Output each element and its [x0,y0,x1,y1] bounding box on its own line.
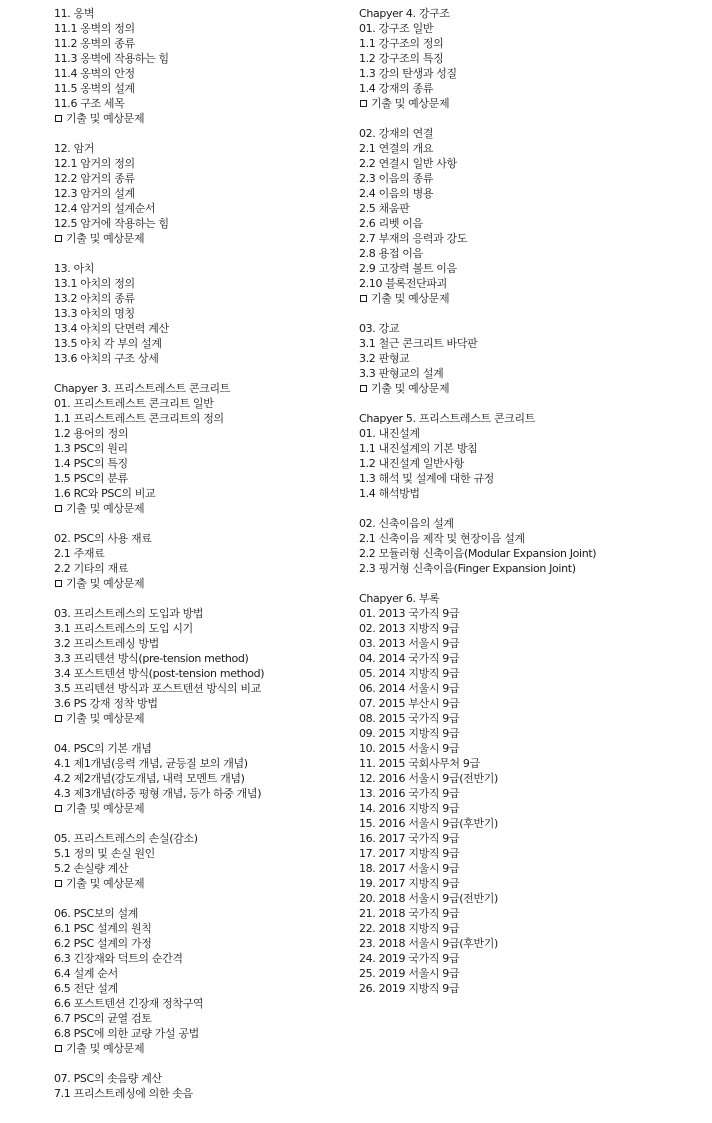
toc-entry: 2.6 리벳 이음 [359,217,423,230]
toc-entry: 12.3 암거의 설계 [54,187,135,200]
exercise-label: 기출 및 예상문제 [371,382,450,395]
toc-entry: 1.4 PSC의 특징 [54,457,128,470]
toc-entry: 08. 2015 국가직 9급 [359,712,460,725]
toc-entry: 11.1 옹벽의 정의 [54,22,135,35]
toc-entry: 2.9 고장력 볼트 이음 [359,262,457,275]
toc-entry: 09. 2015 지방직 9급 [359,727,460,740]
exercise-item [54,1041,350,1056]
toc-entry: 7.1 프리스트레싱에 의한 솟음 [54,1087,193,1100]
toc-entry: 13. 2016 국가직 9급 [359,787,460,800]
checkbox-icon [55,805,62,812]
toc-entry: 18. 2017 서울시 9급 [359,862,460,875]
toc-entry: 2.1 연결의 개요 [359,142,434,155]
toc-entry: 1.2 용어의 정의 [54,427,129,440]
toc-entry: 06. 2014 서울시 9급 [359,682,460,695]
toc-entry: 21. 2018 국가직 9급 [359,907,460,920]
section-heading: 11. 옹벽 [54,7,95,20]
toc-entry: 13.3 아치의 명칭 [54,307,135,320]
checkbox-icon [55,115,62,122]
toc-entry: 13.2 아치의 종류 [54,292,135,305]
toc-entry: 03. 2013 서울시 9급 [359,637,460,650]
section-heading: 02. 강재의 연결 [359,127,434,140]
toc-entry: 11.2 옹벽의 종류 [54,37,135,50]
toc-entry: 11.3 옹벽에 작용하는 힘 [54,52,169,65]
toc-entry: 6.1 PSC 설계의 원칙 [54,922,152,935]
exercise-item [54,231,350,246]
toc-entry: 2.2 연결시 일반 사항 [359,157,457,170]
toc-entry: 25. 2019 서울시 9급 [359,967,460,980]
toc-entry: 6.4 설계 순서 [54,967,118,980]
toc-entry: 12.1 암거의 정의 [54,157,135,170]
exercise-item [54,876,350,891]
section-heading: 04. PSC의 기본 개념 [54,742,152,755]
toc-entry: 2.10 블록전단파괴 [359,277,447,290]
toc-entry: 1.3 PSC의 원리 [54,442,128,455]
toc-entry: 1.1 프리스트레스트 콘크리트의 정의 [54,412,224,425]
toc-section [359,516,704,576]
toc-entry: 1.5 PSC의 분류 [54,472,128,485]
toc-entry: 22. 2018 지방직 9급 [359,922,460,935]
toc-entry: 4.3 제3개념(하중 평형 개념, 등가 하중 개념) [54,787,262,800]
exercise-item [54,801,350,816]
toc-entry: 11. 2015 국회사무처 9급 [359,757,480,770]
toc-entry: 11.6 구조 세목 [54,97,125,110]
exercise-item [359,96,704,111]
toc-entry: 01. 2013 국가직 9급 [359,607,460,620]
toc-entry: 5.1 정의 및 손실 원인 [54,847,155,860]
toc-entry: 3.6 PS 강재 정착 방법 [54,697,158,710]
toc-entry: 5.2 손실량 계산 [54,862,129,875]
section-heading: 03. 프리스트레스의 도입과 방법 [54,607,204,620]
exercise-label: 기출 및 예상문제 [66,802,145,815]
exercise-item [54,111,350,126]
toc-entry: 14. 2016 지방직 9급 [359,802,460,815]
section-heading: Chapyer 3. 프리스트레스트 콘크리트 [54,382,230,395]
toc-section [54,1071,350,1101]
toc-section [359,411,704,501]
toc-entry: 2.3 이음의 종류 [359,172,434,185]
toc-entry: 6.2 PSC 설계의 가정 [54,937,152,950]
toc-entry: 11.4 옹벽의 안정 [54,67,135,80]
toc-entry: 1.2 내진설계 일반사항 [359,457,464,470]
toc-entry: 3.1 철근 콘크리트 바닥판 [359,337,478,350]
toc-entry: 12.5 암거에 작용하는 힘 [54,217,169,230]
toc-entry: 01. 내진설계 [359,427,420,440]
toc-entry: 07. 2015 부산시 9급 [359,697,460,710]
toc-section [54,381,350,516]
toc-section [359,591,704,996]
toc-entry: 1.6 RC와 PSC의 비교 [54,487,156,500]
toc-entry: 3.3 프리텐션 방식(pre-tension method) [54,652,249,665]
section-heading: 03. 강교 [359,322,400,335]
toc-entry: 02. 2013 지방직 9급 [359,622,460,635]
exercise-label: 기출 및 예상문제 [66,877,145,890]
section-heading: 07. PSC의 솟음량 계산 [54,1072,162,1085]
toc-entry: 20. 2018 서울시 9급(전반기) [359,892,498,905]
toc-entry: 19. 2017 지방직 9급 [359,877,460,890]
checkbox-icon [360,385,367,392]
section-heading: 12. 암거 [54,142,95,155]
exercise-label: 기출 및 예상문제 [371,97,450,110]
toc-entry: 2.5 채움판 [359,202,410,215]
toc-entry: 4.2 제2개념(강도개념, 내력 모멘트 개념) [54,772,245,785]
toc-entry: 01. 프리스트레스트 콘크리트 일반 [54,397,214,410]
exercise-item [54,576,350,591]
toc-entry: 11.5 옹벽의 설계 [54,82,135,95]
section-heading: 02. PSC의 사용 재료 [54,532,152,545]
toc-column-right [359,6,704,1011]
section-heading: Chapyer 4. 강구조 [359,7,450,20]
toc-section [54,531,350,591]
toc-entry: 3.5 프리텐션 방식과 포스트텐션 방식의 비교 [54,682,261,695]
exercise-item [359,291,704,306]
toc-entry: 1.3 해석 및 설계에 대한 규정 [359,472,494,485]
toc-entry: 13.1 아치의 정의 [54,277,135,290]
toc-entry: 6.6 포스트텐션 긴장재 정착구역 [54,997,204,1010]
toc-section [359,6,704,111]
exercise-item [54,501,350,516]
toc-section [54,261,350,366]
toc-section [54,141,350,246]
toc-entry: 05. 2014 지방직 9급 [359,667,460,680]
toc-section [54,606,350,726]
toc-entry: 15. 2016 서울시 9급(후반기) [359,817,498,830]
toc-entry: 2.1 신축이음 제작 및 현장이음 설계 [359,532,525,545]
toc-entry: 4.1 제1개념(응력 개념, 균등질 보의 개념) [54,757,248,770]
toc-section [54,831,350,891]
checkbox-icon [360,295,367,302]
checkbox-icon [55,505,62,512]
exercise-label: 기출 및 예상문제 [66,232,145,245]
toc-entry: 17. 2017 지방직 9급 [359,847,460,860]
toc-entry: 1.4 해석방법 [359,487,420,500]
exercise-item [54,711,350,726]
toc-section [359,126,704,306]
toc-section [359,321,704,396]
toc-entry: 12.4 암거의 설계순서 [54,202,156,215]
toc-entry: 3.1 프리스트레스의 도입 시기 [54,622,193,635]
toc-entry: 3.2 판형교 [359,352,410,365]
toc-entry: 2.2 기타의 재료 [54,562,129,575]
exercise-label: 기출 및 예상문제 [66,502,145,515]
toc-entry: 2.8 용접 이음 [359,247,423,260]
checkbox-icon [55,880,62,887]
checkbox-icon [360,100,367,107]
section-heading: 06. PSC보의 설계 [54,907,139,920]
toc-entry: 2.7 부재의 응력과 강도 [359,232,468,245]
toc-section [54,6,350,126]
toc-entry: 24. 2019 국가직 9급 [359,952,460,965]
toc-entry: 1.3 강의 탄생과 성질 [359,67,457,80]
toc-entry: 23. 2018 서울시 9급(후반기) [359,937,498,950]
toc-entry: 6.5 전단 설계 [54,982,118,995]
checkbox-icon [55,235,62,242]
toc-entry: 16. 2017 국가직 9급 [359,832,460,845]
toc-section [54,741,350,816]
toc-column-left [54,6,350,1116]
toc-entry: 1.1 내진설계의 기본 방침 [359,442,478,455]
exercise-label: 기출 및 예상문제 [66,712,145,725]
toc-entry: 13.6 아치의 구조 상세 [54,352,159,365]
toc-entry: 6.3 긴장재와 덕트의 순간격 [54,952,183,965]
toc-entry: 12.2 암거의 종류 [54,172,135,185]
toc-entry: 6.8 PSC에 의한 교량 가설 공법 [54,1027,199,1040]
toc-section [54,906,350,1056]
toc-entry: 2.2 모듈러형 신축이음(Modular Expansion Joint) [359,547,597,560]
exercise-label: 기출 및 예상문제 [66,1042,145,1055]
section-heading: 13. 아치 [54,262,95,275]
toc-entry: 2.4 이음의 병용 [359,187,434,200]
toc-entry: 04. 2014 국가직 9급 [359,652,460,665]
checkbox-icon [55,1045,62,1052]
toc-entry: 6.7 PSC의 균열 검토 [54,1012,152,1025]
section-heading: 02. 신축이음의 설계 [359,517,454,530]
exercise-label: 기출 및 예상문제 [66,112,145,125]
exercise-item [359,381,704,396]
toc-entry: 3.2 프리스트레싱 방법 [54,637,159,650]
exercise-label: 기출 및 예상문제 [371,292,450,305]
toc-entry: 3.4 포스트텐션 방식(post-tension method) [54,667,265,680]
toc-entry: 26. 2019 지방직 9급 [359,982,460,995]
toc-entry: 12. 2016 서울시 9급(전반기) [359,772,498,785]
toc-entry: 13.4 아치의 단면력 계산 [54,322,169,335]
section-heading: 05. 프리스트레스의 손실(감소) [54,832,198,845]
section-heading: Chapyer 6. 부록 [359,592,440,605]
toc-entry: 2.1 주재료 [54,547,105,560]
checkbox-icon [55,580,62,587]
toc-entry: 3.3 판형교의 설계 [359,367,444,380]
checkbox-icon [55,715,62,722]
toc-entry: 1.4 강재의 종류 [359,82,434,95]
section-heading: Chapyer 5. 프리스트레스트 콘크리트 [359,412,535,425]
toc-entry: 10. 2015 서울시 9급 [359,742,460,755]
toc-entry: 2.3 핑거형 신축이음(Finger Expansion Joint) [359,562,576,575]
toc-entry: 13.5 아치 각 부의 설계 [54,337,162,350]
toc-entry: 1.2 강구조의 특징 [359,52,444,65]
exercise-label: 기출 및 예상문제 [66,577,145,590]
toc-entry: 01. 강구조 일반 [359,22,434,35]
toc-entry: 1.1 강구조의 정의 [359,37,444,50]
